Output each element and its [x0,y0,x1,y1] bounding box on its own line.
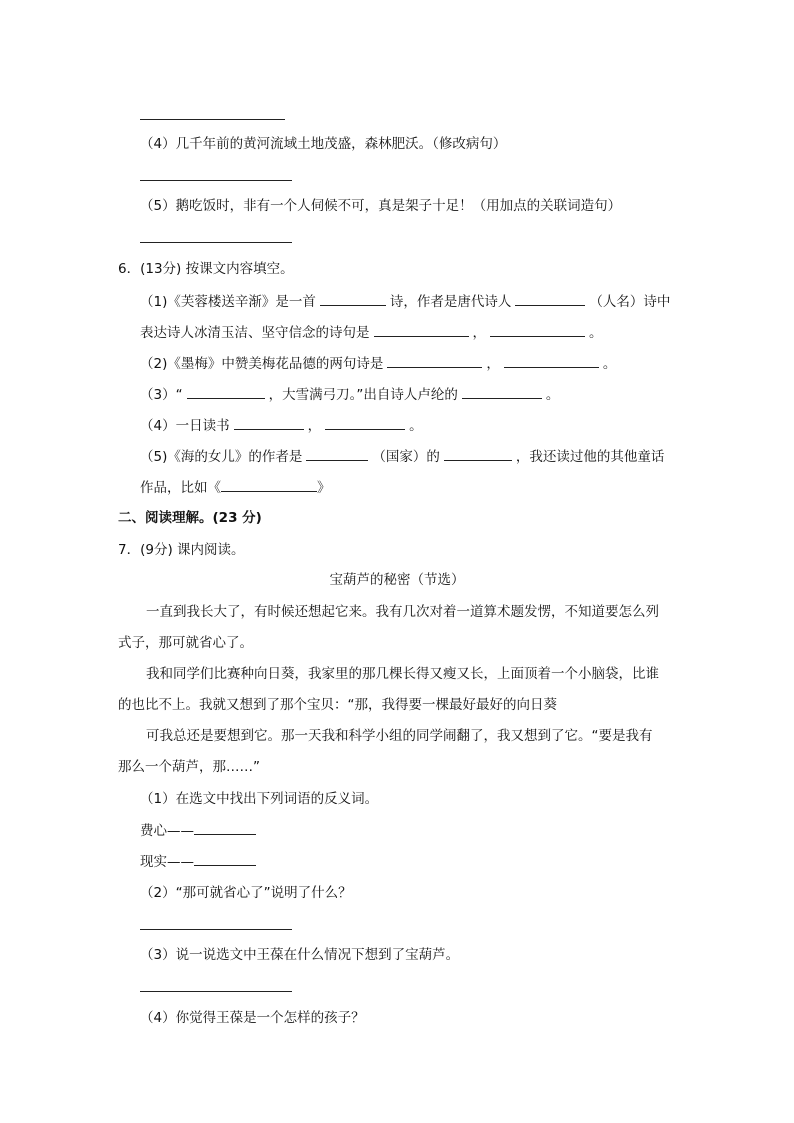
q6-text: 诗，作者是唐代诗人 [389,294,512,310]
q7-sub3: （3）说一说选文中王葆在什么情况下想到了宝葫芦。 [140,947,460,963]
answer-line [140,929,292,930]
answer-line [140,119,285,120]
q6-header: 6．(13分) 按课文内容填空。 [118,261,294,277]
q6-text: 表达诗人冰清玉洁、坚守信念的诗句是 [140,325,370,341]
q6-text: ， [472,325,486,341]
answer-blank [515,291,585,306]
answer-blank [194,851,256,866]
q6-text: ，我还读过他的其他童话 [515,449,665,465]
q7-sub1: （1）在选文中找出下列词语的反义词。 [140,791,379,807]
antonym-label: 费心—— [140,823,194,839]
answer-blank [187,384,265,399]
q6-text: 作品，比如《 [140,480,221,496]
q7-header: 7．(9分) 课内阅读。 [118,542,245,558]
passage-line: 我和同学们比赛种向日葵，我家里的那几棵长得又瘦又长，上面顶着一个小脑袋，比谁 [146,666,659,682]
passage-line: 的也比不上。我就又想到了那个宝贝：“那，我得要一棵最好最好的向日葵 [118,697,557,713]
answer-blank [444,446,512,461]
q6-text: 。 [545,387,560,403]
q7-sub2: （2）“那可就省心了”说明了什么？ [140,885,352,901]
answer-blank [234,415,304,430]
q6-text: （3）“ [140,387,183,403]
q6-part5-line2 [140,477,331,498]
answer-blank [194,820,256,835]
q6-text: （5)《海的女儿》的作者是 [140,449,303,465]
answer-blank [462,384,542,399]
answer-blank [387,353,482,368]
q6-text: ， [307,418,322,434]
q6-text: （4）一日读书 [140,418,230,434]
answer-blank [306,446,368,461]
q6-text: （2)《墨梅》中赞美梅花品德的两句诗是 [140,356,384,372]
q6-text: （人名）诗中 [589,294,671,310]
antonym-label: 现实—— [140,854,194,870]
answer-line [140,242,292,243]
passage-title: 宝葫芦的秘密（节选） [329,572,465,588]
q6-text: ， [486,356,500,372]
passage-line: 一直到我长大了，有时候还想起它来。我有几次对着一道算术题发愣，不知道要怎么列 [146,604,659,620]
q7-sub1-a [140,820,256,841]
q7-sub4: （4）你觉得王葆是一个怎样的孩子？ [140,1010,365,1026]
q7-sub1-b [140,851,256,872]
q6-text: ，大雪满弓刀。”出自诗人卢纶的 [268,387,458,403]
q6-text: （1)《芙蓉楼送辛渐》是一首 [140,294,316,310]
answer-blank [504,353,599,368]
q6-part1-line1 [140,291,670,312]
q6-part3 [140,384,559,405]
q6-part1-line2 [140,322,603,343]
q6-text: 》 [317,480,331,496]
answer-line [140,180,292,181]
answer-blank [221,477,317,492]
answer-line [140,991,292,992]
q6-text: 。 [589,325,603,341]
answer-blank [374,322,469,337]
passage-line: 式子，那可就省心了。 [118,635,253,651]
q6-part5-line1 [140,446,664,467]
q6-text: 。 [409,418,423,434]
q6-part2 [140,353,616,374]
q6-part4 [140,415,423,436]
answer-blank [490,322,585,337]
q6-text: （国家）的 [372,449,440,465]
section-title: 二、阅读理解。(23 分) [118,510,262,526]
q5-item4: （4）几千年前的黄河流域土地茂盛，森林肥沃。（修改病句） [140,136,507,152]
passage-line: 那么一个葫芦，那……” [118,759,260,775]
passage-line: 可我总还是要想到它。那一天我和科学小组的同学闹翻了，我又想到了它。“要是我有 [146,728,653,744]
q6-text: 。 [602,356,617,372]
answer-blank [320,291,386,306]
answer-blank [325,415,405,430]
q5-item5: （5）鹅吃饭时，非有一个人伺候不可，真是架子十足！（用加点的关联词造句） [140,198,622,214]
